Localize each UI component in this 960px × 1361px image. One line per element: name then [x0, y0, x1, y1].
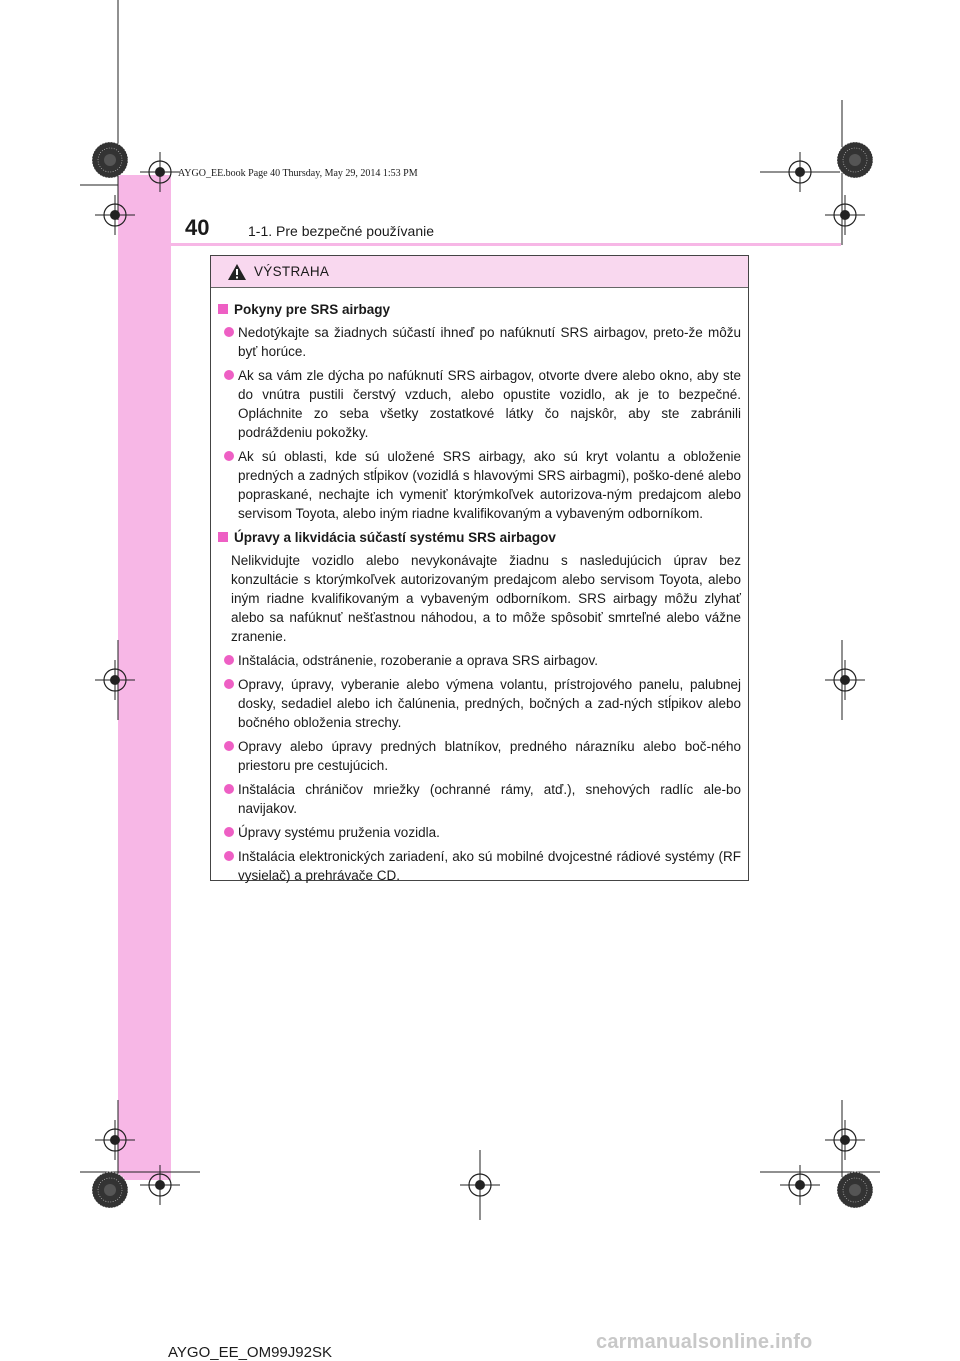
list-item — [224, 447, 741, 523]
warning-triangle-icon — [227, 263, 247, 281]
section-heading — [218, 528, 741, 547]
bullet-icon — [224, 370, 234, 380]
section-heading-text: Úpravy a likvidácia súčastí systému SRS airbagov — [234, 530, 556, 545]
list-item — [224, 675, 741, 732]
list-item-text: Inštalácia, odstránenie, rozoberanie a oprava SRS airbagov. — [238, 653, 598, 668]
list-item-text: Ak sa vám zle dýcha po nafúknutí SRS airbagov, otvorte dvere alebo okno, aby ste do vnútra pustili čerstvý vzduch, alebo opustite vozidlo, ak je to bezpečné. Opláchnite zo seba všetky zostatkové látky čo najskôr, aby ste zabránili podráždeniu pokožky. — [238, 368, 741, 440]
list-item-text: Inštalácia chráničov mriežky (ochranné rámy, atď.), snehových radlíc ale-bo navijakov. — [238, 782, 741, 816]
square-bullet-icon — [218, 304, 228, 314]
square-bullet-icon — [218, 532, 228, 542]
document-code: AYGO_EE_OM99J92SK — [168, 1344, 332, 1361]
list-item-text: Úpravy systému pruženia vozidla. — [238, 825, 440, 840]
list-item — [224, 823, 741, 842]
list-item — [224, 323, 741, 361]
bullet-icon — [224, 827, 234, 837]
bullet-icon — [224, 784, 234, 794]
warning-box — [210, 255, 749, 881]
list-item-text: Inštalácia elektronických zariadení, ako sú mobilné dvojcestné rádiové systémy (RF vysielač) a prehrávače CD. — [238, 849, 741, 883]
list-item — [224, 651, 741, 670]
watermark: carmanualsonline.info — [596, 1331, 813, 1353]
bullet-icon — [224, 655, 234, 665]
section-heading-text: Pokyny pre SRS airbagy — [234, 302, 391, 317]
print-info: AYGO_EE.book Page 40 Thursday, May 29, 2014 1:53 PM — [178, 168, 418, 179]
list-item-text: Ak sú oblasti, kde sú uložené SRS airbagy, ako sú kryt volantu a obloženie predných a zadných stĺpikov (vozidlá s hlavovými SRS airbagmi), poško-dené alebo popraskané, nechajte ich vymeniť ktorýmkoľvek autorizova-ným predajcom alebo servisom Toyota, alebo iným riadne kvalifikovaným a vybaveným odborníkom. — [238, 449, 741, 521]
section-paragraph: Nelikvidujte vozidlo alebo nevykonávajte žiadnu s nasledujúcich úprav bez konzultácie s ktorýmkoľvek autorizovaným predajcom alebo servisom Toyota, alebo iným riadne kvalifikovaným a vybaveným odborníkom. SRS airbagy môžu zlyhať alebo sa nafúknuť nešťastnou náhodou, a to môže spôsobiť smrteľné alebo vážne zranenie. — [231, 553, 741, 644]
bullet-icon — [224, 851, 234, 861]
bullet-icon — [224, 451, 234, 461]
list-item-text: Opravy alebo úpravy predných blatníkov, predného nárazníku alebo boč-ného priestoru pre cestujúcich. — [238, 739, 741, 773]
bullet-icon — [224, 679, 234, 689]
page-number: 40 — [185, 215, 210, 240]
bullet-icon — [224, 741, 234, 751]
list-item — [224, 847, 741, 885]
bullet-icon — [224, 327, 234, 337]
warning-body — [211, 288, 748, 885]
list-item — [224, 366, 741, 442]
warning-title: VÝSTRAHA — [254, 264, 330, 279]
list-item-text: Opravy, úpravy, vyberanie alebo výmena volantu, prístrojového panelu, palubnej dosky, sedadiel alebo ich čalúnenia, predných, bočných a zad-ných stĺpikov alebo bočného obloženia strechy. — [238, 677, 741, 730]
section-heading — [218, 300, 741, 319]
section-title: 1-1. Pre bezpečné používanie — [248, 223, 435, 239]
list-item-text: Nedotýkajte sa žiadnych súčastí ihneď po nafúknutí SRS airbagov, preto-že môžu byť horúce. — [238, 325, 741, 359]
list-item — [224, 737, 741, 775]
warning-header — [211, 256, 748, 288]
list-item — [224, 780, 741, 818]
